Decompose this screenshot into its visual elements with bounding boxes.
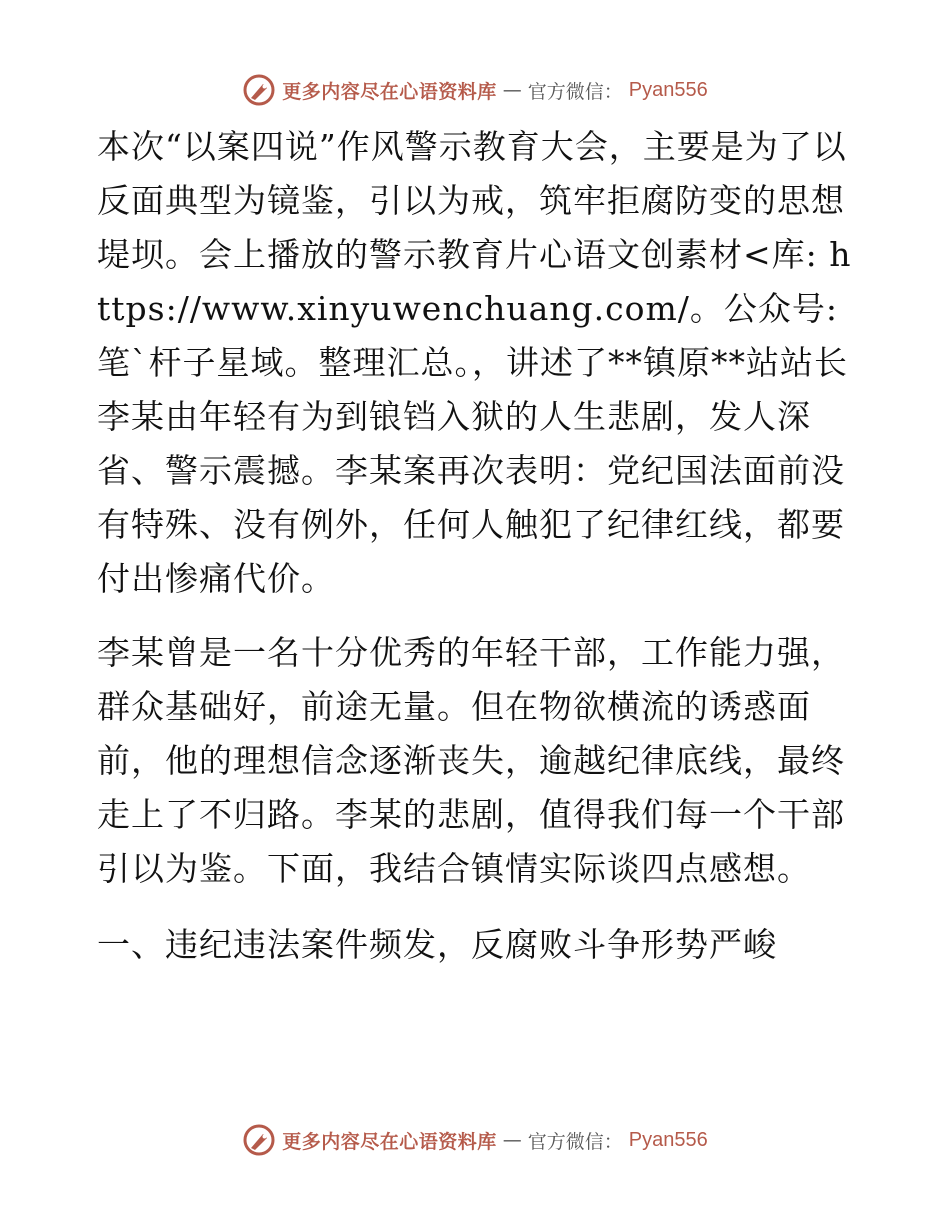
watermark-brand-text: 更多内容尽在心语资料库 (282, 1130, 497, 1153)
section-heading: 一、违纪违法案件频发，反腐败斗争形势严峻 (97, 925, 777, 964)
watermark-account: Pyan556 (628, 1128, 708, 1151)
paragraph-2: 李某曾是一名十分优秀的年轻干部，工作能力强，群众基础好，前途无量。但在物欲横流的诱惑面前，他的理想信念逐渐丧失，逾越纪律底线，最终走上了不归路。李某的悲剧，值得我们每一个干部引以为鉴。下面，我结合镇情实际谈四点感想。 (97, 633, 845, 888)
watermark-header (0, 70, 950, 110)
watermark-label: 官方微信： (527, 1130, 623, 1153)
pen-nib-circle-icon (242, 1123, 276, 1157)
document-body (97, 120, 852, 972)
watermark-separator: — (502, 79, 522, 101)
watermark-account: Pyan556 (628, 78, 708, 101)
watermark-separator: — (502, 1129, 522, 1151)
watermark-footer (0, 1120, 950, 1160)
watermark-brand-text: 更多内容尽在心语资料库 (282, 80, 497, 103)
watermark-label: 官方微信： (527, 80, 623, 103)
pen-nib-circle-icon (242, 73, 276, 107)
paragraph-1: 本次“以案四说”作风警示教育大会，主要是为了以反面典型为镜鉴，引以为戒，筑牢拒腐防变的思想堤坝。会上播放的警示教育片心语文创素材<库: https://www.xinyuwenchuang.com/。公众号: 笔`杆子星域。整理汇总。，讲述了**镇原**站站长李某由年轻有为到锒铛入狱的人生悲剧，发人深省、警示震撼。李某案再次表明：党纪国法面前没有特殊、没有例外，任何人触犯了纪律红线，都要付出惨痛代价。 (97, 127, 852, 598)
